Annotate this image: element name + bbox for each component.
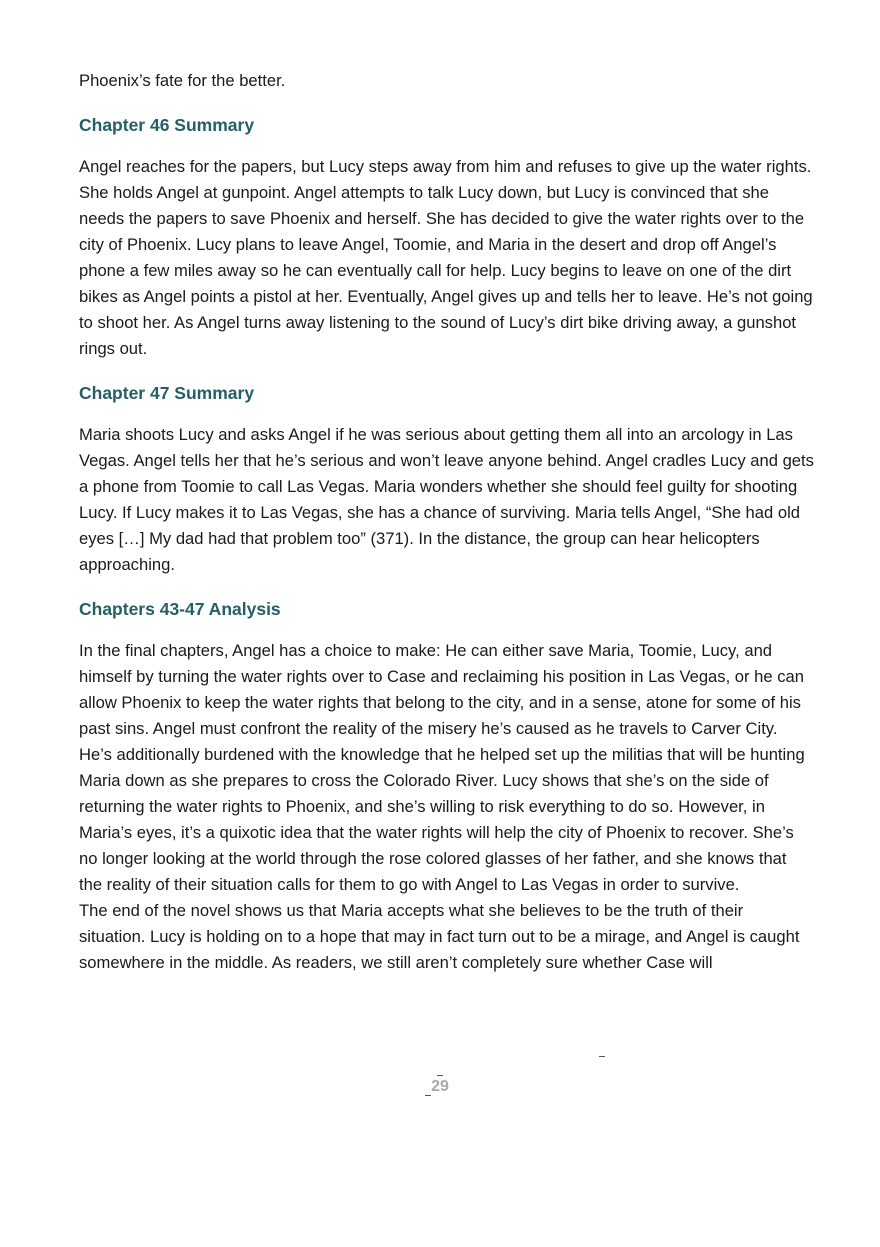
chapter-46-paragraph: Angel reaches for the papers, but Lucy steps away from him and refuses to give up the water rights. She holds Angel at gunpoint. Angel attempts to talk Lucy down, but Lucy is convinced that she needs the papers to save Phoenix and herself. She has decided to give the water rights over to the city of Phoenix. Lucy plans to leave Angel, Toomie, and Maria in the desert and drop off Angel’s phone a few miles away so he can eventually call for help. Lucy begins to leave on one of the dirt bikes as Angel points a pistol at her. Eventually, Angel gives up and tells her to leave. He’s not going to shoot her. As Angel turns away listening to the sound of Lucy’s dirt bike driving away, a gunshot rings out.	[79, 157, 813, 358]
section-heading-chapter-46: Chapter 46 Summary	[79, 115, 255, 135]
page-footer	[0, 1078, 880, 1096]
chapter-47-paragraph: Maria shoots Lucy and asks Angel if he was serious about getting them all into an arcology in Las Vegas. Angel tells her that he’s serious and won’t leave anyone behind. Angel cradles Lucy and gets a phone from Toomie to call Las Vegas. Maria wonders whether she should feel guilty for shooting Lucy. If Lucy makes it to Las Vegas, she has a chance of surviving. Maria tells Angel, “She had old eyes […] My dad had that problem too” (371). In the distance, the group can hear helicopters approaching.	[79, 425, 814, 574]
section-heading-chapter-47: Chapter 47 Summary	[79, 383, 255, 403]
analysis-paragraph-2: The end of the novel shows us that Maria accepts what she believes to be the truth of their situation. Lucy is holding on to a hope that may in fact turn out to be a mirage, and Angel is caught somewhere in the middle. As readers, we still aren’t completely sure whether Case will	[79, 901, 800, 972]
page-number: 29	[431, 1078, 449, 1095]
page-content	[79, 68, 814, 976]
section-heading-analysis: Chapters 43-47 Analysis	[79, 599, 281, 619]
stray-mark	[599, 1056, 605, 1057]
analysis-paragraph-1: In the final chapters, Angel has a choice to make: He can either save Maria, Toomie, Lucy, and himself by turning the water rights over to Case and reclaiming his position in Las Vegas, or he can allow Phoenix to keep the water rights that belong to the city, and in a sense, atone for some of his past sins. Angel must confront the reality of the misery he’s caused as he travels to Carver City. He’s additionally burdened with the knowledge that he helped set up the militias that will be hunting Maria down as she prepares to cross the Colorado River. Lucy shows that she’s on the side of returning the water rights to Phoenix, and she’s willing to risk everything to do so. However, in Maria’s eyes, it’s a quixotic idea that the water rights will help the city of Phoenix to recover. She’s no longer looking at the world through the rose colored glasses of her father, and she knows that the reality of their situation calls for them to go with Angel to Las Vegas in order to survive.	[79, 641, 805, 894]
stray-mark	[437, 1075, 443, 1076]
intro-fragment: Phoenix’s fate for the better.	[79, 71, 286, 90]
